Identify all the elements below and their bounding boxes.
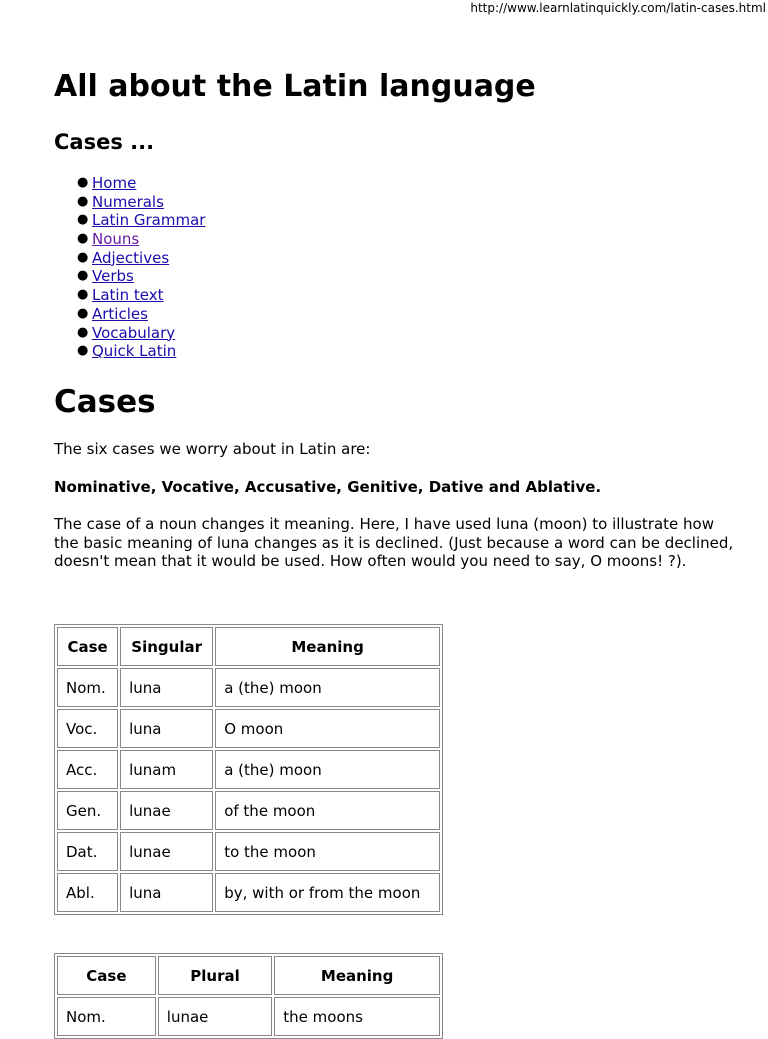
nav-link[interactable]: Adjectives xyxy=(92,248,170,267)
bullet-icon: ● xyxy=(77,287,89,303)
bullet-icon: ● xyxy=(77,343,89,359)
bullet-icon: ● xyxy=(77,324,89,340)
nav-item xyxy=(54,286,205,305)
nav-link[interactable]: Numerals xyxy=(92,192,164,211)
nav-link[interactable]: Home xyxy=(92,174,137,192)
nav-item xyxy=(54,305,205,324)
table-cell: luna xyxy=(120,709,213,748)
table-cell: a (the) moon xyxy=(215,668,440,707)
table-cell: luna xyxy=(120,873,213,912)
table-row xyxy=(57,668,440,707)
nav-item xyxy=(54,193,205,212)
table-cell: of the moon xyxy=(215,791,440,830)
nav-item xyxy=(54,230,205,249)
nav-link[interactable]: Latin Grammar xyxy=(92,211,206,230)
page-subtitle: Cases ... xyxy=(54,130,155,154)
cases-list-text: Nominative, Vocative, Accusative, Genitive, Dative and Ablative. xyxy=(54,478,602,496)
table-cell: to the moon xyxy=(215,832,440,871)
table-header-cell: Meaning xyxy=(215,627,440,666)
section-heading: Cases xyxy=(54,384,156,420)
bullet-icon: ● xyxy=(77,231,89,247)
nav-list xyxy=(54,174,205,361)
nav-link[interactable]: Nouns xyxy=(92,230,140,249)
nav-item xyxy=(54,342,205,361)
bullet-icon: ● xyxy=(77,212,89,228)
table-row xyxy=(57,997,440,1036)
bullet-icon: ● xyxy=(77,268,89,284)
table-cell: Gen. xyxy=(57,791,118,830)
table-cell: the moons xyxy=(274,997,440,1036)
table-cell: luna xyxy=(120,668,213,707)
table-row xyxy=(57,791,440,830)
bullet-icon: ● xyxy=(77,175,89,190)
bullet-icon: ● xyxy=(77,193,89,209)
table-cell: a (the) moon xyxy=(215,750,440,789)
table-row xyxy=(57,832,440,871)
nav-item xyxy=(54,267,205,286)
table-row xyxy=(57,709,440,748)
page-title: All about the Latin language xyxy=(54,69,536,104)
table-header-cell: Meaning xyxy=(274,956,440,995)
bullet-icon: ● xyxy=(77,249,89,265)
table-header-cell: Case xyxy=(57,956,156,995)
table-cell: Abl. xyxy=(57,873,118,912)
table-header-row xyxy=(57,627,440,666)
nav-link[interactable]: Vocabulary xyxy=(92,323,176,342)
nav-item xyxy=(54,174,205,193)
table-header-cell: Plural xyxy=(158,956,272,995)
table-header-row xyxy=(57,956,440,995)
explanation-text: The case of a noun changes it meaning. Here, I have used luna (moon) to illustrate how the basic meaning of luna changes as it is declined. (Just because a word can be declined, doesn't mean that it would be used. How often would you need to say, O moons! ?). xyxy=(54,515,734,570)
table-cell: Nom. xyxy=(57,668,118,707)
table-cell: lunae xyxy=(158,997,272,1036)
nav-link[interactable]: Latin text xyxy=(92,286,164,305)
plural-table xyxy=(54,953,443,1039)
table-cell: Nom. xyxy=(57,997,156,1036)
table-cell: by, with or from the moon xyxy=(215,873,440,912)
nav-item xyxy=(54,249,205,268)
singular-table xyxy=(54,624,443,915)
nav-item xyxy=(54,211,205,230)
table-header-cell: Case xyxy=(57,627,118,666)
intro-text: The six cases we worry about in Latin are: xyxy=(54,440,371,458)
nav-item xyxy=(54,324,205,343)
table-cell: Voc. xyxy=(57,709,118,748)
table-header-cell: Singular xyxy=(120,627,213,666)
table-cell: lunam xyxy=(120,750,213,789)
table-cell: Acc. xyxy=(57,750,118,789)
nav-link[interactable]: Articles xyxy=(92,304,148,323)
table-cell: lunae xyxy=(120,832,213,871)
nav-link[interactable]: Quick Latin xyxy=(92,342,177,361)
table-row xyxy=(57,750,440,789)
table-cell: Dat. xyxy=(57,832,118,871)
table-row xyxy=(57,873,440,912)
table-cell: O moon xyxy=(215,709,440,748)
nav-link[interactable]: Verbs xyxy=(92,267,134,286)
table-cell: lunae xyxy=(120,791,213,830)
page-url: http://www.learnlatinquickly.com/latin-cases.html xyxy=(470,1,766,15)
bullet-icon: ● xyxy=(77,305,89,321)
